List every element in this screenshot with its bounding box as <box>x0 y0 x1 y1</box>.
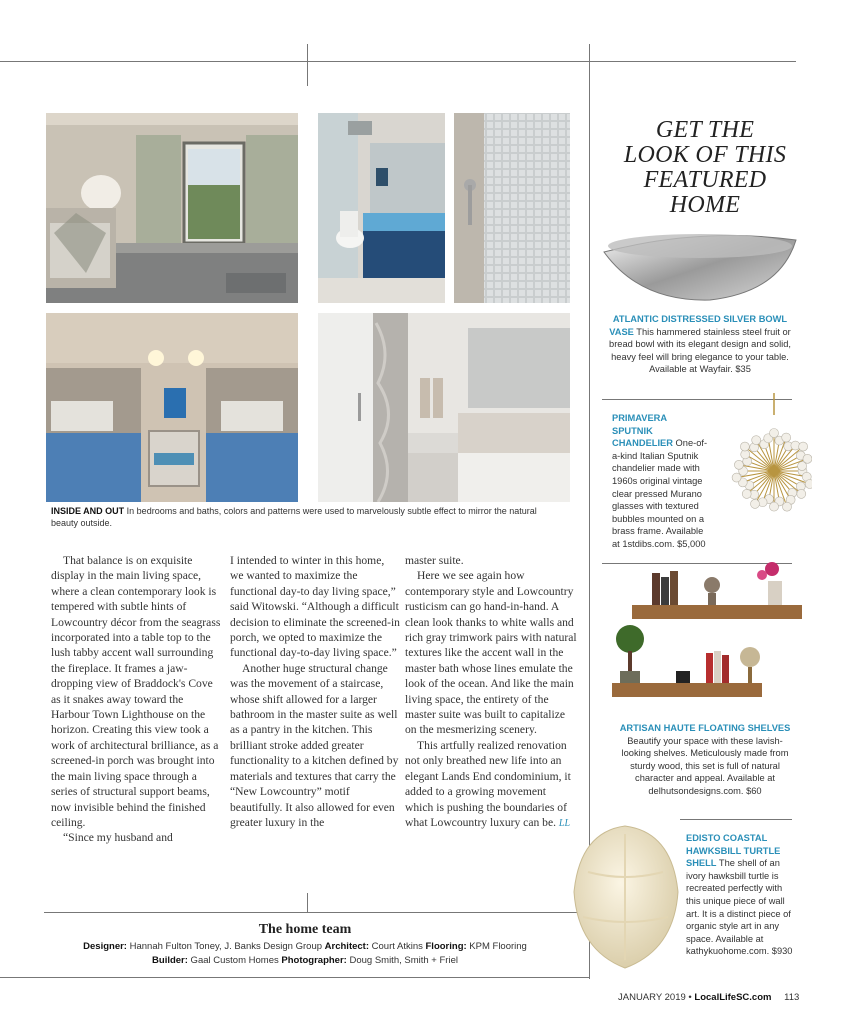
master-bath-photo <box>318 313 570 502</box>
twin-bedroom-photo <box>46 313 298 502</box>
product-chandelier <box>612 412 708 551</box>
page-footer <box>618 992 799 1003</box>
title-line: LOOK OF THIS <box>623 142 787 168</box>
article-column-1 <box>51 553 223 846</box>
top-rule <box>0 61 796 62</box>
page-number: 113 <box>784 992 800 1003</box>
credit-value: Doug Smith, Smith + Friel <box>346 955 458 966</box>
paragraph: “Since my husband and <box>63 831 173 845</box>
credit-value: KPM Flooring <box>466 941 527 952</box>
title-line: HOME <box>669 192 741 218</box>
product-name: PRIMAVERA SPUTNIK CHANDELIER <box>612 413 673 449</box>
caption-lead: INSIDE AND OUT <box>51 506 125 516</box>
sidebar-rule-3 <box>680 819 792 820</box>
title-line: FEATURED <box>643 167 767 193</box>
paragraph: Here we see again how contemporary style and Lowcountry rusticism can go hand-in-hand. A clean look thanks to white walls and rich gray trimwork pairs with natural textures like the accent wall in the master bath whose lines emulate the look of the ocean. And like the main living space, the entirety of the master suite was built to capitalize on the mesmerizing scenery. <box>405 569 577 737</box>
product-bowl <box>608 313 792 376</box>
product-name: ATLANTIC DISTRESSED SILVER BOWL VASE <box>609 314 788 337</box>
product-shelves <box>613 722 797 798</box>
product-name: ARTISAN HAUTE FLOATING SHELVES <box>619 723 791 733</box>
credit-label: Architect: <box>324 941 369 952</box>
paragraph: That balance is on exquisite display in the main living space, where a clean contemporary look is tempered with subtle hints of Lowcountry décor from the seagrass incorporated into a table top to the lush tabby accent wall surrounding the fireplace. It frames a jaw-dropping view of Braddock's Cove as it snakes away toward the Harbour Town Lighthouse on the horizon. Creating this view took a work of architectural brilliance, as a screened-in porch was brought into the main living space through a series of structural support beams, now invisible behind the finished ceiling. <box>51 554 221 829</box>
team-rule <box>44 912 590 913</box>
article-column-2 <box>230 553 400 830</box>
sidebar-title <box>600 118 810 218</box>
home-team-line-1 <box>0 941 610 952</box>
credit-value: Hannah Fulton Toney, J. Banks Design Group <box>126 941 325 952</box>
paragraph <box>405 738 577 831</box>
home-team-title: The home team <box>258 922 352 937</box>
paragraph: master suite. <box>405 554 464 567</box>
article-column-3 <box>405 553 577 831</box>
end-mark: LL <box>558 817 571 829</box>
bedroom-photo <box>46 113 298 303</box>
title-line: GET THE <box>655 117 755 143</box>
column-divider-lower <box>307 893 308 913</box>
credit-value: Gaal Custom Homes <box>187 955 282 966</box>
paragraph: Another huge structural change was the movement of a staircase, whose shift allowed for a larger bathroom in the master suite as well as a pantry in the kitchen. This brilliant stroke added greater functionality to a kitchen defined by materials and textures that carry the “New Lowcountry” motif beautifully. It also allowed for even greater luxury in the <box>230 661 399 829</box>
product-desc: The shell of an ivory hawksbill turtle is recreated perfectly with this unique piece of wall art. It is a distinct piece of organic style art in any space. Available at kathykuohome.com. $930 <box>686 858 793 957</box>
paragraph-text: This artfully realized renovation not only breathed new life into an elegant Lands End condominium, it added to a growing movement which is pushing the boundaries of what Lowcountry luxury can be. <box>405 738 571 829</box>
credit-label: Builder: <box>152 955 188 966</box>
tile-wall-photo <box>454 113 570 303</box>
paragraph: I intended to winter in this home, we wanted to maximize the functional day-to day living space,” said Witowski. “Although a difficult decision to eliminate the screened-in porch, we opted to maximize the functional day-to-day living space.” <box>230 554 400 660</box>
silver-bowl-image <box>600 222 800 307</box>
photo-caption <box>51 505 551 529</box>
chandelier-image <box>712 393 812 541</box>
bathroom-vanity-photo <box>318 113 445 303</box>
caption-text: In bedrooms and baths, colors and patterns were used to marvelously subtle effect to mirror the natural beauty outside. <box>51 506 537 528</box>
column-divider-left <box>307 44 308 86</box>
product-desc: One-of-a-kind Italian Sputnik chandelier made with 1960s original vintage clear pressed Murano glasses with textured bubbles mounted on a brass frame. Available at 1stdibs.com. $5,000 <box>612 438 708 549</box>
credit-label: Flooring: <box>425 941 467 952</box>
product-turtle-shell <box>686 832 796 958</box>
issue-date: JANUARY 2019 • <box>618 992 695 1003</box>
home-team-line-2 <box>0 955 610 966</box>
product-desc: Beautify your space with these lavish-looking shelves. Meticulously made from sturdy wood, this set is full of natural character and appeal. Available at delhutsondesigns.com. $60 <box>621 735 789 796</box>
floating-shelves-image <box>612 553 802 718</box>
credit-value: Court Atkins <box>369 941 426 952</box>
product-desc: This hammered stainless steel fruit or bread bowl with its elegant design and solid, heavy feel will bring elegance to your table. Available at Wayfair. $35 <box>609 326 791 375</box>
credit-label: Photographer: <box>281 955 347 966</box>
credit-label: Designer: <box>83 941 127 952</box>
bottom-rule <box>0 977 590 978</box>
product-name: EDISTO COASTAL HAWKSBILL TURTLE SHELL <box>686 833 781 869</box>
site-name: LocalLifeSC.com <box>694 992 772 1003</box>
